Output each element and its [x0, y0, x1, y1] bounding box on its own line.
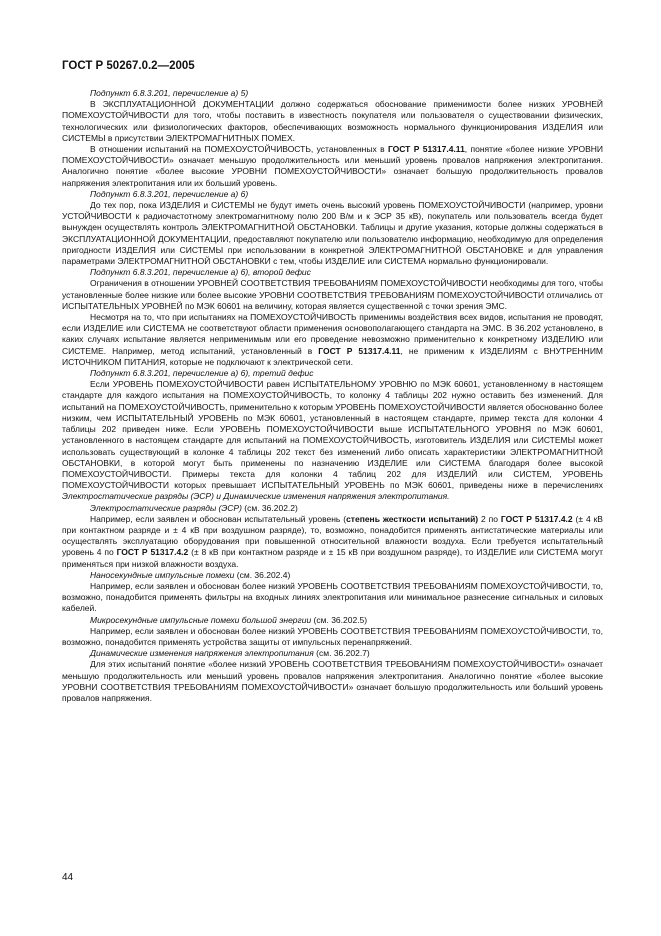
topic-title: Электростатические разряды (ЭСР) — [90, 502, 242, 513]
clause-ref: (см. 36.202.7) — [313, 648, 370, 659]
standard-reference: ГОСТ Р 51317.4.2 — [500, 513, 573, 524]
subclause-heading: Подпункт 6.8.3.201, перечисление а) 6), второй дефис — [90, 267, 311, 278]
topic-heading — [62, 615, 603, 626]
topic-heading — [62, 503, 603, 514]
text-run: 2 по — [478, 513, 501, 524]
clause-ref: (см. 36.202.4) — [234, 569, 291, 580]
paragraph: Ограничения в отношении УРОВНЕЙ СООТВЕТСТВИЯ ТРЕБОВАНИЯМ ПОМЕХОУСТОЙЧИВОСТИ необходимы для того, чтобы установленные более низкие или более высокие УРОВНИ СООТВЕТСТВИЯ ТРЕБОВАНИЯМ ПОМЕХОУСТОЙЧИВОСТИ отличались от ИСПЫТАТЕЛЬНЫХ УРОВНЕЙ по МЭК 60601 на величину, которая является существенной с точки зрения ЭМС. — [62, 278, 603, 311]
clause-ref: (см. 36.202.5) — [311, 614, 368, 625]
standard-reference: ГОСТ Р 51317.4.11 — [318, 345, 401, 356]
page-header: ГОСТ Р 50267.0.2—2005 — [62, 60, 195, 72]
text-run: В отношении испытаний на ПОМЕХОУСТОЙЧИВОСТЬ, установленных в — [90, 144, 388, 155]
text-run: , понятие «более низкие УРОВНИ ПОМЕХОУСТОЙЧИВОСТИ» означает меньшую продолжительность или меньший уровень провалов напряжения электропитания. Аналогично понятие «более высокие УРОВНИ ПОМЕХОУСТОЙЧИВОСТИ» означает большую продолжительность провалов напряжения электропитания или их больший уровень. — [62, 144, 603, 188]
paragraph: В ЭКСПЛУАТАЦИОННОЙ ДОКУМЕНТАЦИИ должно содержаться обоснование применимости более низких УРОВНЕЙ ПОМЕХОУСТОЙЧИВОСТИ для того, чтобы поставить в известность покупателя или пользователя о существовании физических, технологических или физиологических факторов, обеспечивающих возможность нормального функционирования ИЗДЕЛИЯ или СИСТЕМЫ в присутствии ЭЛЕКТРОМАГНИТНЫХ ПОМЕХ. — [62, 99, 603, 143]
topic-heading — [62, 648, 603, 659]
paragraph — [62, 144, 603, 189]
clause-ref: (см. 36.202.2) — [241, 502, 298, 513]
topic-title: Микросекундные импульсные помехи большой энергии — [90, 614, 312, 625]
page-number: 44 — [62, 872, 74, 883]
text-run: (± 4 кВ при контактном разряде и ± 4 кВ при воздушном разряде), то, возможно, понадобится применять антистатические материалы или осуществлять эксплуатацию оборудования при повышенной относительной влажности воздуха. Если требуется испытательный уровень 4 по — [62, 513, 603, 558]
text-run: Например, если заявлен и обоснован испытательный уровень ( — [90, 513, 347, 524]
paragraph: До тех пор, пока ИЗДЕЛИЯ и СИСТЕМЫ не будут иметь очень высокий уровень ПОМЕХОУСТОЙЧИВОСТИ (например, уровни УСТОЙЧИВОСТИ к радиочастотному электромагнитному полю 200 В/м и к ЭСР 35 кВ), покупатель или пользователь всегда будет вынужден осуществлять контроль ЭЛЕКТРОМАГНИТНОЙ ОБСТАНОВКИ. Таблицы и другие указания, которые должны содержаться в ЭКСПЛУАТАЦИОННОЙ ДОКУМЕНТАЦИИ, предоставляют покупателю или пользователю информацию, необходимую для определения пригодности ИЗДЕЛИЯ или СИСТЕМЫ при использовании в конкретной ЭЛЕКТРОМАГНИТНОЙ ОБСТАНОВКЕ и для управления параметрами ЭЛЕКТРОМАГНИТНОЙ ОБСТАНОВКИ с тем, чтобы ИЗДЕЛИЕ или СИСТЕМА нормально функционировали. — [62, 200, 603, 267]
paragraph — [62, 514, 603, 570]
standard-reference: ГОСТ Р 51317.4.2 — [116, 547, 189, 558]
paragraph: Например, если заявлен и обоснован более низкий УРОВЕНЬ СООТВЕТСТВИЯ ТРЕБОВАНИЯМ ПОМЕХОУСТОЙЧИВОСТИ, то, возможно, понадобится применять фильтры на входных линиях электропитания или минимальное разнесение сигнальных и силовых кабелей. — [62, 580, 603, 614]
standard-reference: ГОСТ Р 51317.4.11 — [387, 144, 465, 155]
text-run: Если УРОВЕНЬ ПОМЕХОУСТОЙЧИВОСТИ равен ИСПЫТАТЕЛЬНОМУ УРОВНЮ по МЭК 60601, установленному в настоящем стандарте для каждого испытания на ПОМЕХОУСТОЙЧИВОСТЬ, то колонку 4 таблицы 202 нужно оставить без изменений. Для испытаний на ПОМЕХОУСТОЙЧИВОСТЬ, применительно к которым УРОВЕНЬ ПОМЕХОУСТОЙЧИВОСТИ является обоснованно более низким, чем ИСПЫТАТЕЛЬНЫЙ УРОВЕНЬ по МЭК 60601, установленный в настоящем стандарте, пример текста для колонки 4 таблицы 202 приведен ниже. Если УРОВЕНЬ ПОМЕХОУСТОЙЧИВОСТИ выше ИСПЫТАТЕЛЬНОГО УРОВНЯ по МЭК 60601, установленного в настоящем стандарте для испытаний на ПОМЕХОУСТОЙЧИВОСТЬ, изготовитель ИЗДЕЛИЯ или СИСТЕМЫ может использовать существующий в колонке 4 таблицы 202 текст без изменений либо описать характеристики ЭЛЕКТРОМАГНИТНОЙ ОБСТАНОВКИ, в которой могут быть применены по назначению ИЗДЕЛИЕ или СИСТЕМА благодаря более высокой ПОМЕХОУСТОЙЧИВОСТИ. Примеры текста для колонки 4 таблиц 202 для ИЗДЕЛИЙ или СИСТЕМ, УРОВЕНЬ ПОМЕХОУСТОЙЧИВОСТИ которых превышает ИСПЫТАТЕЛЬНЫЙ УРОВЕНЬ по МЭК 60601, приведены ниже в перечислениях — [62, 379, 603, 491]
subclause-heading: Подпункт 6.8.3.201, перечисление а) 6), третий дефис — [90, 368, 314, 379]
paragraph: Для этих испытаний понятие «более низкий УРОВЕНЬ СООТВЕТСТВИЯ ТРЕБОВАНИЯМ ПОМЕХОУСТОЙЧИВОСТИ» означает меньшую продолжительность или меньший уровень провалов напряжения электропитания. Аналогично понятие «более высокие УРОВНИ СООТВЕТСТВИЯ ТРЕБОВАНИЯМ ПОМЕХОУСТОЙЧИВОСТИ» означает большую продолжительность или больший уровень провалов напряжения. — [62, 659, 603, 703]
document-body — [62, 88, 603, 704]
topic-title: Динамические изменения напряжения электропитания — [90, 648, 314, 659]
topic-heading — [62, 570, 603, 581]
text-run-bold: степень жесткости испытаний) — [346, 513, 479, 524]
text-run-italic: Электростатические разряды (ЭСР) и Динамические изменения напряжения электропитания. — [62, 491, 450, 502]
subclause-heading: Подпункт 6.8.3.201, перечисление а) 5) — [90, 88, 249, 98]
text-run: Несмотря на то, что при испытаниях на ПОМЕХОУСТОЙЧИВОСТЬ применимы воздействия всех видов, испытания не проводят, если ИЗДЕЛИЕ или СИСТЕМА не соответствуют области применения основополагающего стандарта на ЭМС. В 36.202 установлено, в каких случаях испытание является неприменимым или его проведение невозможно применительно к конкретному ИЗДЕЛИЮ или СИСТЕМЕ. Например, метод испытаний, установленный в — [62, 312, 603, 356]
topic-title: Наносекундные импульсные помехи — [90, 569, 235, 580]
text-run: , не применим к ИЗДЕЛИЯМ с ВНУТРЕННИМ ИСТОЧНИКОМ ПИТАНИЯ, которые не подключают к электрической сети. — [62, 345, 604, 367]
paragraph — [62, 312, 603, 368]
text-run: (± 8 кВ при контактном разряде и ± 15 кВ при воздушном разряде), то ИЗДЕЛИЕ или СИСТЕМА могут применяться при низкой влажности воздуха. — [62, 547, 603, 569]
subclause-heading: Подпункт 6.8.3.201, перечисление а) 6) — [90, 188, 249, 199]
paragraph — [62, 379, 603, 502]
paragraph: Например, если заявлен и обоснован более низкий УРОВЕНЬ СООТВЕТСТВИЯ ТРЕБОВАНИЯМ ПОМЕХОУСТОЙЧИВОСТИ, то, возможно, понадобится применять устройства защиты от импульсных перенапряжений. — [62, 625, 603, 647]
